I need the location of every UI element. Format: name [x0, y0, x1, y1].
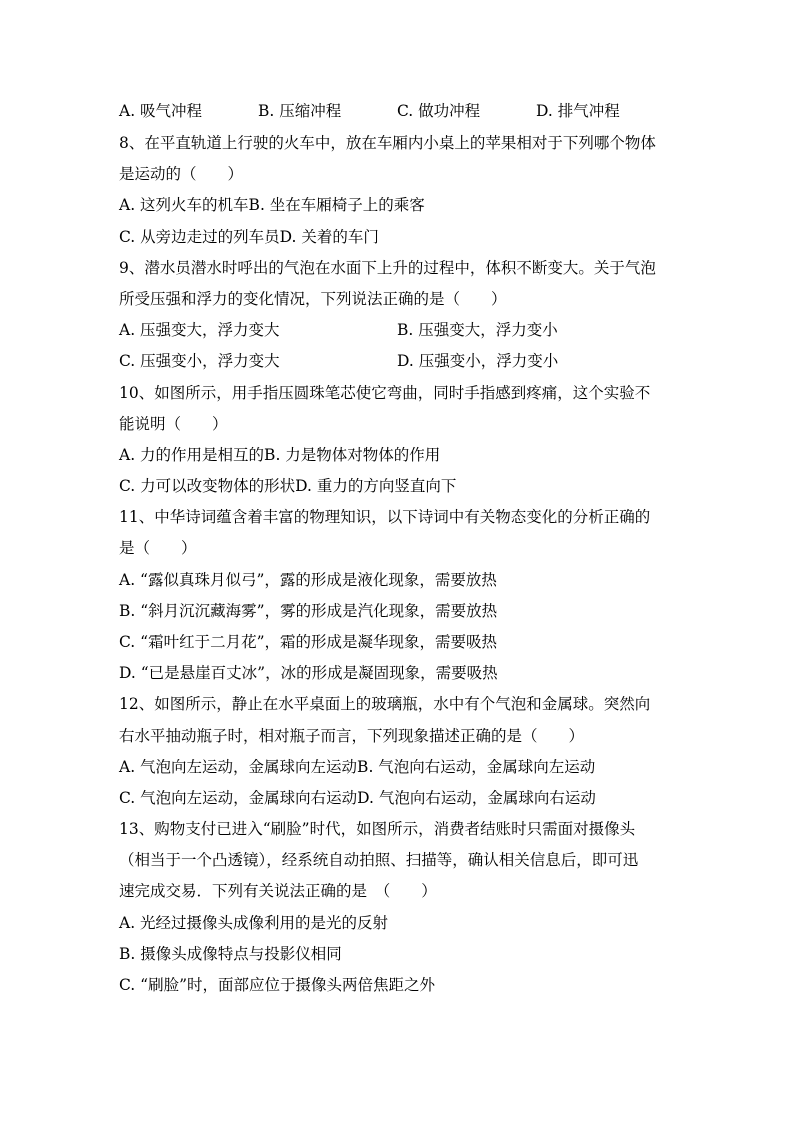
q9-option-d: D. 压强变小，浮力变小 — [397, 352, 559, 370]
q9-options-row-2 — [119, 351, 679, 371]
q10-stem-line-2: 能说明（ ） — [119, 415, 228, 433]
q12-option-ab: A. 气泡向左运动，金属球向左运动B. 气泡向右运动，金属球向左运动 — [119, 758, 596, 776]
q13-option-c: C. “刷脸”时，面部应位于摄像头两倍焦距之外 — [119, 976, 436, 994]
q9-options-row-1 — [119, 320, 679, 340]
q11-option-c: C. “霜叶红于二月花”，霜的形成是凝华现象，需要吸热 — [119, 633, 498, 651]
q13-stem-line-1: 13、购物支付已进入“刷脸”时代，如图所示，消费者结账时只需面对摄像头 — [119, 820, 636, 838]
q12-stem-line-1: 12、如图所示，静止在水平桌面上的玻璃瓶，水中有个气泡和金属球。突然向 — [119, 695, 651, 713]
q9-stem-line-1: 9、潜水员潜水时呼出的气泡在水面下上升的过程中，体积不断变大。关于气泡 — [119, 259, 656, 277]
q9-option-b: B. 压强变大，浮力变小 — [397, 321, 558, 339]
q7-options — [119, 101, 679, 121]
q12-stem-line-2: 右水平抽动瓶子时，相对瓶子而言，下列现象描述正确的是（ ） — [119, 727, 585, 745]
q13-option-b: B. 摄像头成像特点与投影仪相同 — [119, 945, 342, 963]
q7-option-c: C. 做功冲程 — [397, 102, 481, 120]
q13-stem-line-2: （相当于一个凸透镜），经系统自动拍照、扫描等，确认相关信息后，即可迅 — [119, 851, 639, 869]
q8-option-cd: C. 从旁边走过的列车员D. 关着的车门 — [119, 228, 379, 246]
q13-stem-line-3: 速完成交易．下列有关说法正确的是 （ ） — [119, 882, 437, 900]
q11-option-d: D. “已是悬崖百丈冰”，冰的形成是凝固现象，需要吸热 — [119, 664, 498, 682]
q11-option-a: A. “露似真珠月似弓”，露的形成是液化现象，需要放热 — [119, 571, 497, 589]
q12-option-cd: C. 气泡向左运动，金属球向右运动D. 气泡向右运动，金属球向右运动 — [119, 789, 596, 807]
q10-stem-line-1: 10、如图所示，用手指压圆珠笔芯使它弯曲，同时手指感到疼痛，这个实验不 — [119, 384, 651, 402]
q11-stem-line-2: 是（ ） — [119, 539, 197, 557]
q11-option-b: B. “斜月沉沉藏海雾”，雾的形成是汽化现象，需要放热 — [119, 602, 498, 620]
q7-option-b: B. 压缩冲程 — [258, 102, 342, 120]
q10-option-ab: A. 力的作用是相互的B. 力是物体对物体的作用 — [119, 446, 441, 464]
q10-option-cd: C. 力可以改变物体的形状D. 重力的方向竖直向下 — [119, 477, 457, 495]
q9-stem-line-2: 所受压强和浮力的变化情况，下列说法正确的是（ ） — [119, 290, 507, 308]
q13-option-a: A. 光经过摄像头成像利用的是光的反射 — [119, 914, 389, 932]
q11-stem-line-1: 11、中华诗词蕴含着丰富的物理知识，以下诗词中有关物态变化的分析正确的 — [119, 508, 651, 526]
q7-option-a: A. 吸气冲程 — [119, 102, 203, 120]
q8-option-ab: A. 这列火车的机车B. 坐在车厢椅子上的乘客 — [119, 196, 425, 214]
q7-option-d: D. 排气冲程 — [536, 102, 620, 120]
q9-option-c: C. 压强变小，浮力变大 — [119, 352, 280, 370]
q8-stem-line-1: 8、在平直轨道上行驶的火车中，放在车厢内小桌上的苹果相对于下列哪个物体 — [119, 134, 656, 152]
q9-option-a: A. 压强变大，浮力变大 — [119, 321, 280, 339]
q8-stem-line-2: 是运动的（ ） — [119, 165, 244, 183]
